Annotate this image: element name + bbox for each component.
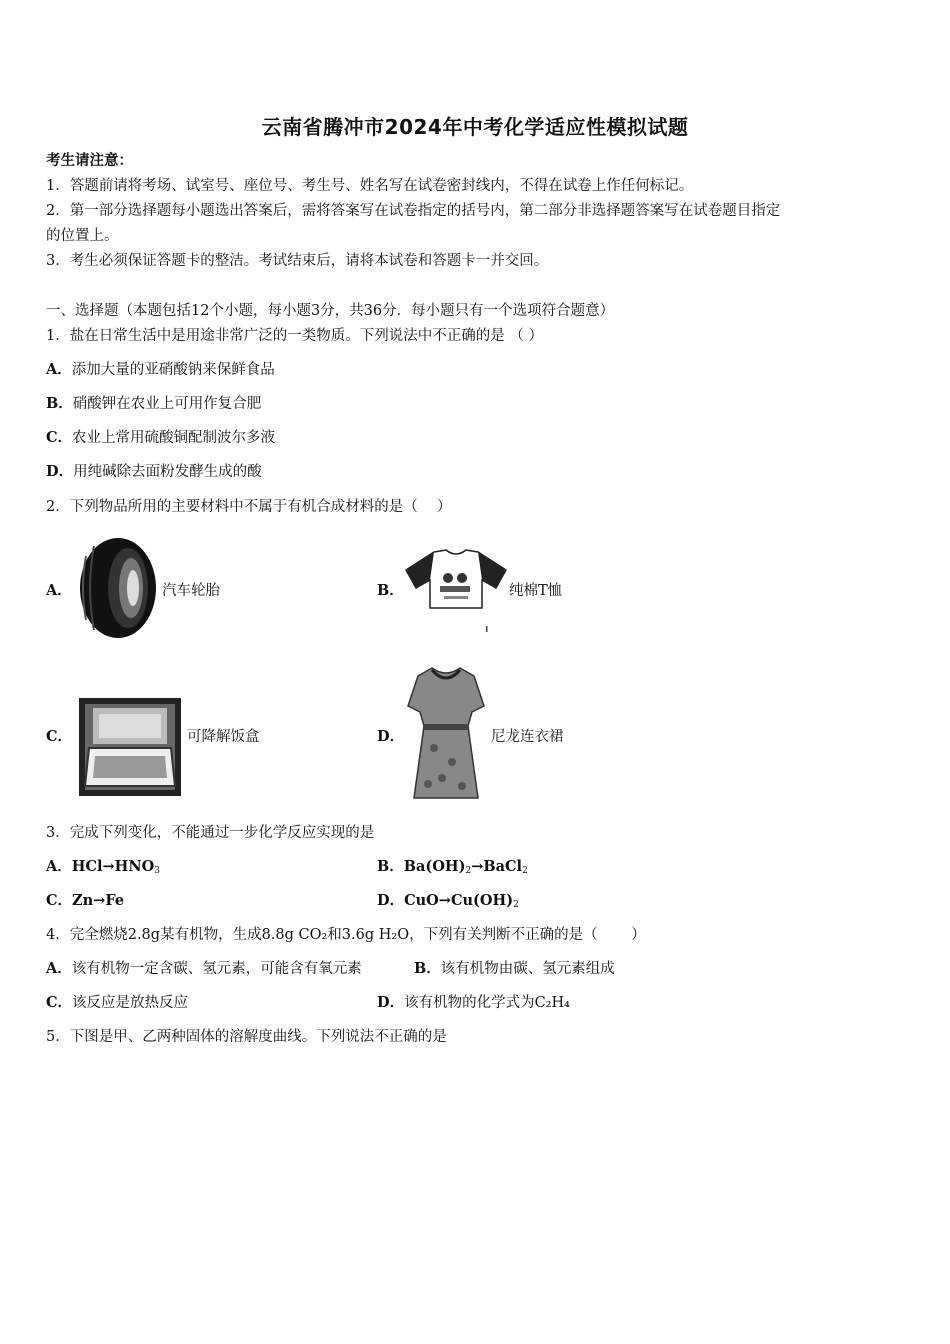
q4-option-a [46,959,362,979]
q4-stem: 4．完全燃烧2.8g某有机物，生成8.8g CO₂和3.6g H₂O，下列有关判断不正确的是（ ） [46,927,646,943]
option-text-mid: →BaCl [471,858,523,875]
option-letter: A． [46,858,72,875]
subscript: 2 [513,900,519,910]
lunchbox-image [79,698,181,796]
page-title: 云南省腾冲市2024年中考化学适应性模拟试题 [261,115,689,139]
option-text: CuO→Cu(OH) [404,892,514,909]
option-letter: D． [46,463,74,480]
q2-option-b-letter: B． [377,582,404,599]
q3-option-a [46,857,160,881]
option-letter: B． [414,960,441,977]
q3-option-b [377,857,528,881]
option-text: Ba(OH) [403,858,466,875]
q4-option-d [377,993,570,1013]
option-letter: C． [46,429,73,446]
q1-stem: 1．盐在日常生活中是用途非常广泛的一类物质。下列说法中不正确的是 （ ） [46,328,543,344]
option-text: 该有机物的化学式为C₂H₄ [404,995,570,1011]
option-letter: A． [46,960,72,977]
option-letter: C． [46,892,73,909]
q5-stem: 5．下图是甲、乙两种固体的溶解度曲线。下列说法不正确的是 [46,1029,447,1045]
notice-item-1: 1．答题前请将考场、试室号、座位号、考生号、姓名写在试卷密封线内，不得在试卷上作任何标记。 [46,178,694,194]
option-text: 该有机物由碳、氢元素组成 [440,961,615,977]
q2-option-c-text: 可降解饭盒 [187,729,260,745]
q2-stem: 2．下列物品所用的主要材料中不属于有机合成材料的是（ ） [46,499,452,515]
option-letter: C． [46,994,73,1011]
option-text: HCl→HNO [71,858,155,875]
q3-option-d [377,891,519,915]
notice-item-2: 2．第一部分选择题每小题选出答案后，需将答案写在试卷指定的括号内，第二部分非选择题答案写在试卷题目指定 [46,203,781,219]
option-text: Zn→Fe [72,892,125,909]
q3-stem: 3．完成下列变化，不能通过一步化学反应实现的是 [46,825,375,841]
option-letter: B． [377,858,404,875]
stray-mark [485,626,489,632]
tshirt-image [404,548,508,610]
tire-image [76,536,160,640]
q2-option-b-text: 纯棉T恤 [509,583,563,599]
notice-heading: 考生请注意： [46,152,133,169]
q1-option-d [46,462,262,482]
dress-image [402,666,490,802]
option-text: 硝酸钾在农业上可用作复合肥 [72,396,262,412]
q1-option-c [46,428,275,448]
q2-option-a-text: 汽车轮胎 [162,583,220,599]
option-letter: B． [46,395,73,412]
option-text: 该反应是放热反应 [72,995,189,1011]
option-letter: D． [377,892,405,909]
option-letter: A． [46,361,72,378]
q2-option-c-letter: C． [46,728,73,745]
subscript: 2 [522,866,528,876]
notice-item-2-cont: 的位置上。 [46,228,119,244]
q1-option-b [46,394,261,414]
subscript: 2 [465,866,472,876]
q2-option-d-letter: D． [377,728,405,745]
option-text: 添加大量的亚硝酸钠来保鲜食品 [71,362,275,378]
option-letter: D． [377,994,405,1011]
subscript: 3 [154,866,160,876]
q4-option-c [46,993,188,1013]
option-text: 用纯碱除去面粉发酵生成的酸 [73,464,262,480]
option-text: 农业上常用硫酸铜配制波尔多液 [72,430,276,446]
q3-option-c [46,891,124,911]
q2-option-a-letter: A． [46,582,72,599]
q4-option-b [414,959,615,979]
notice-item-3: 3．考生必须保证答题卡的整洁。考试结束后，请将本试卷和答题卡一并交回。 [46,253,549,269]
q1-option-a [46,360,275,380]
q2-option-d-text: 尼龙连衣裙 [491,729,564,745]
section-heading: 一、选择题（本题包括12个小题，每小题3分，共36分．每小题只有一个选项符合题意） [46,303,615,319]
option-text: 该有机物一定含碳、氢元素，可能含有氧元素 [71,961,362,977]
